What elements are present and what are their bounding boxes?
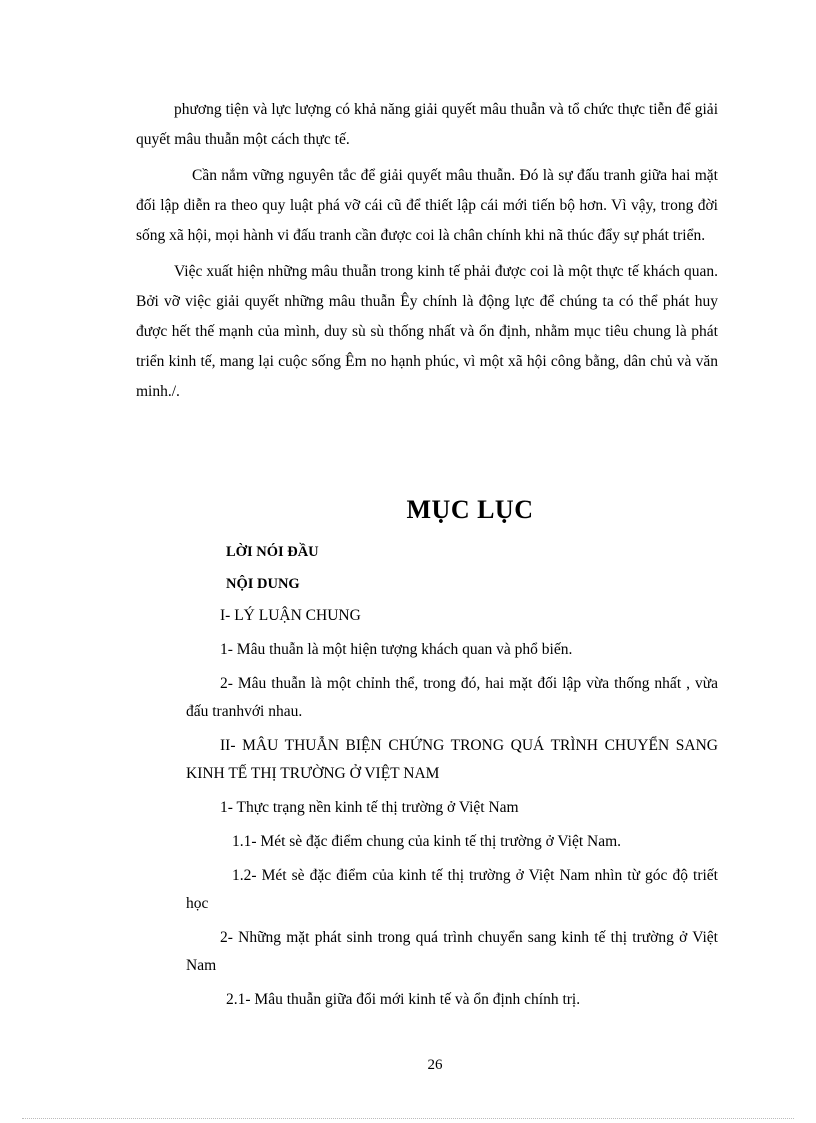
footer-divider xyxy=(22,1118,794,1119)
toc-item-2-1-1: 1.1- Mét sè đặc điểm chung của kinh tế thị trường ở Việt Nam. xyxy=(232,833,622,850)
toc-item-2-2: 2- Những mặt phát sinh trong quá trình chuyển sang kinh tế thị trường ở Việt Nam xyxy=(186,929,718,974)
toc-item-content: NỘI DUNG xyxy=(226,576,300,592)
body-paragraph-1: phương tiện và lực lượng có khả năng giải quyết mâu thuẫn và tổ chức thực tiễn để giải quyết mâu thuẫn một cách thực tế. xyxy=(136,101,718,148)
body-text xyxy=(136,95,718,413)
toc-item-2-1-2: 1.2- Mét sè đặc điểm của kinh tế thị trường ở Việt Nam nhìn từ góc độ triết học xyxy=(186,867,718,912)
toc-item-section-1: I- LÝ LUẬN CHUNG xyxy=(220,607,361,624)
toc-item-2-1: 1- Thực trạng nền kinh tế thị trường ở Việt Nam xyxy=(220,799,519,816)
body-paragraph-3: Việc xuất hiện những mâu thuẫn trong kinh tế phải được coi là một thực tế khách quan. Bởi vỡ việc giải quyết những mâu thuẫn Êy chính là động lực để chúng ta có thể phát huy được hết thế mạnh của mình, duy sù sù thống nhất và ổn định, nhằm mục tiêu chung là phát triển kinh tế, mang lại cuộc sống Êm no hạnh phúc, vì một xã hội công bằng, dân chủ và văn minh./. xyxy=(136,263,718,400)
page-number: 26 xyxy=(427,1057,443,1073)
toc-item-2-2-1: 2.1- Mâu thuẫn giữa đổi mới kinh tế và ổn định chính trị. xyxy=(226,991,581,1008)
body-paragraph-2: Cần nắm vững nguyên tắc để giải quyết mâu thuẫn. Đó là sự đấu tranh giữa hai mặt đối lập diễn ra theo quy luật phá vỡ cái cũ để thiết lập cái mới tiến bộ hơn. Vì vậy, trong đời sống xã hội, mọi hành vi đấu tranh cần được coi là chân chính khi nã thúc đẩy sự phát triển. xyxy=(136,167,718,244)
toc-item-1-2: 2- Mâu thuẫn là một chỉnh thể, trong đó, hai mặt đối lập vừa thống nhất , vừa đấu tranhvới nhau. xyxy=(186,675,718,720)
table-of-contents xyxy=(186,538,718,1020)
toc-title: MỤC LỤC xyxy=(406,495,534,524)
toc-item-section-2: II- MÂU THUẪN BIỆN CHỨNG TRONG QUÁ TRÌNH CHUYỂN SANG KINH TẾ THỊ TRƯỜNG Ở VIỆT NAM xyxy=(186,737,718,782)
toc-item-preface: LỜI NÓI ĐẦU xyxy=(226,544,319,560)
toc-item-1-1: 1- Mâu thuẫn là một hiện tượng khách quan và phổ biến. xyxy=(220,641,573,658)
